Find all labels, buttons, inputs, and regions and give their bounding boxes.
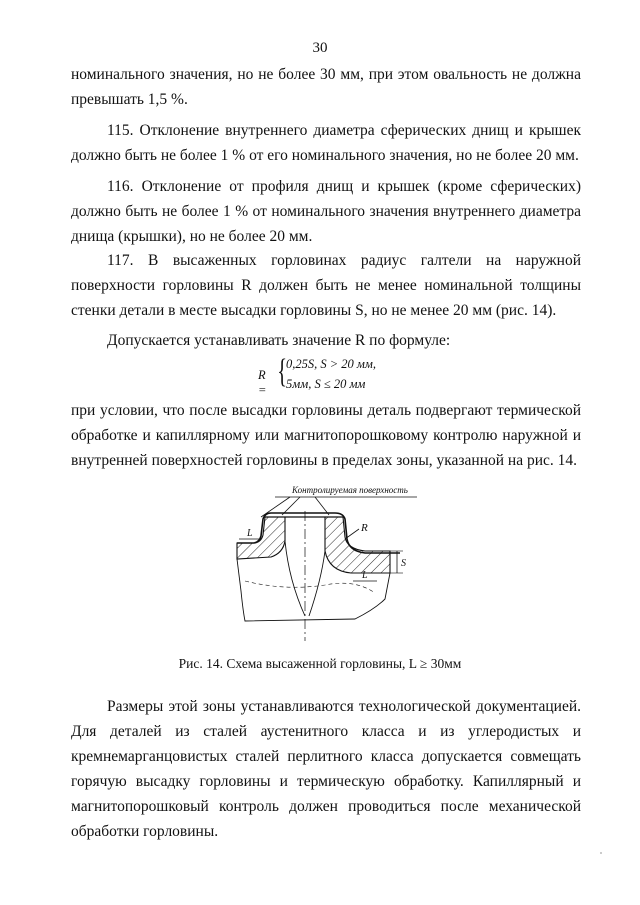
neck-diagram-svg xyxy=(225,481,425,651)
wall-right xyxy=(325,517,390,573)
figure-neck-diagram xyxy=(225,481,425,651)
paragraph-formula-intro: Допускается устанавливать значение R по формуле: xyxy=(107,332,451,349)
paragraph-condition: при условии, что после высадки горловины деталь подвергают термической обработке и капиллярному или магнитопорошковому контролю наружной и внутренней поверхностей горловины в пределах зоны, указанной на рис. 14. xyxy=(71,402,581,469)
paragraph-zone-sizes: Размеры этой зоны устанавливаются технологической документацией. Для деталей из сталей аустенитного класса и из углеродистых и кремнемарганцовистых сталей перлитного класса допускается совмещать горячую высадку горловины и термическую обработку. Капиллярный и магнитопорошковый контроль должен проводиться после механической обработки горловины. xyxy=(71,698,581,840)
page-number: 30 xyxy=(312,40,328,56)
length-label-left: L xyxy=(247,528,253,539)
paragraph-115: 115. Отклонение внутреннего диаметра сферических днищ и крышек должно быть не более 1 % от его номинального значения, но не более 20 мм. xyxy=(71,122,581,164)
paragraph-116: 116. Отклонение от профиля днищ и крышек (кроме сферических) должно быть не более 1 % от номинального значения внутреннего диаметра днища (крышки), но не более 20 мм. xyxy=(71,178,581,245)
radius-label: R xyxy=(361,522,368,534)
zone-dash xyxy=(245,581,375,593)
inner-curve-right xyxy=(309,551,325,616)
paragraph-continuation: номинального значения, но не более 30 мм, при этом овальность не должна превышать 1,5 %. xyxy=(71,66,581,108)
paragraph-117: 117. В высаженных горловинах радиус галтели на наружной поверхности горловины R должен быть не менее номинальной толщины стенки детали в месте высадки горловины S, но не менее 20 мм (рис. 14). xyxy=(71,252,581,319)
scan-dot xyxy=(600,852,602,854)
formula-lhs: R = xyxy=(258,368,267,397)
inner-curve-left xyxy=(285,541,305,616)
controlled-surface-label: Контролируемая поверхность xyxy=(292,485,408,495)
length-label-right: L xyxy=(362,570,368,581)
formula-case-2: 5мм, S ≤ 20 мм xyxy=(286,377,366,391)
figure-caption: Рис. 14. Схема высаженной горловины, L ≥ 30мм xyxy=(178,656,462,671)
formula-brace: { xyxy=(277,353,288,390)
thickness-label: S xyxy=(401,558,406,569)
formula-case-1: 0,25S, S > 20 мм, xyxy=(286,357,377,371)
